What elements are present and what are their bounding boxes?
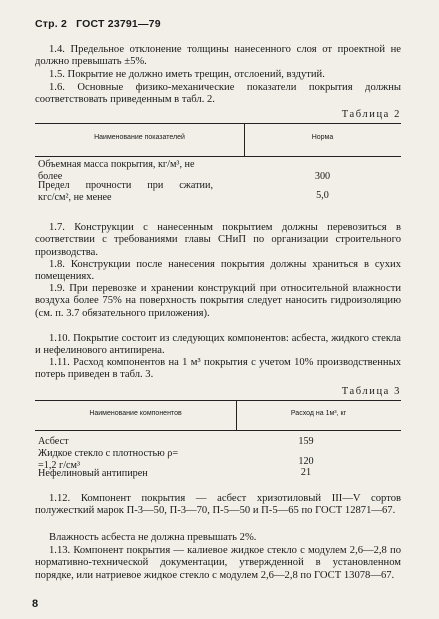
paragraph-1-4: 1.4. Предельное отклонение толщины нанесенного слоя от проектной не должно превышать ±5%. (35, 44, 401, 68)
table-2-header-name: Наименование показателей (94, 134, 185, 141)
table-3-row-3-label: Нефелиновый антипирен (38, 468, 148, 479)
paragraph-asbestos-moisture: Влажность асбеста не должна превышать 2%. (49, 532, 257, 543)
table-2-row-1-value: 300 (314, 171, 331, 182)
table-2-header-norm: Норма (311, 134, 334, 141)
page-header (35, 18, 167, 30)
table-3-top-rule (35, 400, 401, 401)
paragraph-1-5: 1.5. Покрытие не должно иметь трещин, отслоений, вздутий. (49, 69, 325, 80)
table-2-row-2-value: 5,0 (316, 190, 329, 201)
table-3-header-rule (35, 430, 401, 431)
page-label: Стр. 2 (35, 18, 68, 30)
table-3-row-3-value: 21 (300, 467, 312, 478)
table-3-row-2-value: 120 (298, 456, 314, 467)
standard-code: ГОСТ 23791—79 (76, 18, 161, 30)
table-2-caption: Таблица 2 (341, 109, 401, 120)
table-2-header-rule (35, 156, 401, 157)
paragraph-1-6: 1.6. Основные физико-механические показатели покрытия должны соответствовать приведенным в табл. 2. (35, 82, 401, 106)
paragraph-1-10: 1.10. Покрытие состоит из следующих компонентов: асбеста, жидкого стекла и нефелинового антипирена. (35, 333, 401, 357)
page-number: 8 (32, 598, 39, 610)
table-2-row-2-label: Предел прочности при сжатии, кгс/см², не менее (38, 180, 213, 203)
table-3-row-1-label: Асбест (38, 436, 69, 447)
table-3-header-name: Наименование компонентов (89, 410, 182, 417)
table-2-row-1-label: Объемная масса покрытия, кг/м³, не более (38, 159, 195, 182)
paragraph-1-11: 1.11. Расход компонентов на 1 м³ покрытия с учетом 10% производственных потерь приведен в табл. 3. (35, 357, 401, 381)
table-3-caption: Таблица 3 (341, 386, 401, 397)
paragraph-1-7: 1.7. Конструкции с нанесенным покрытием должны перевозиться в соответствии с требованиями главы СНиП по организации строительного производства. (35, 222, 401, 258)
paragraph-1-8: 1.8. Конструкции после нанесения покрытия должны храниться в сухих помещениях. (35, 259, 401, 283)
table-3-row-1-value: 159 (298, 436, 314, 447)
paragraph-1-12: 1.12. Компонент покрытия — асбест хризотиловый III—V сортов полужесткий марок П-3—50, П-3—70, П-5—50 и П-5—65 по ГОСТ 12871—67. (35, 493, 401, 517)
table-3-header-amount: Расход на 1м³, кг (290, 410, 347, 417)
paragraph-1-13: 1.13. Компонент покрытия — калиевое жидкое стекло с модулем 2,6—2,8 по нормативно-технической документации, утвержденной в установленном порядке, или натриевое жидкое стекло с модулем 2,6—2,8 по ГОСТ 13078—67. (35, 545, 401, 581)
table-3-row-2-label: Жидкое стекло с плотностью ρ= =1,2 г/см³ (38, 448, 179, 471)
table-2-top-rule (35, 123, 401, 124)
paragraph-1-9: 1.9. При перевозке и хранении конструкций при относительной влажности воздуха более 75% на поверхность покрытия следует наносить гидроизоляцию (см. п. 3.7 обязательного приложения). (35, 283, 401, 319)
